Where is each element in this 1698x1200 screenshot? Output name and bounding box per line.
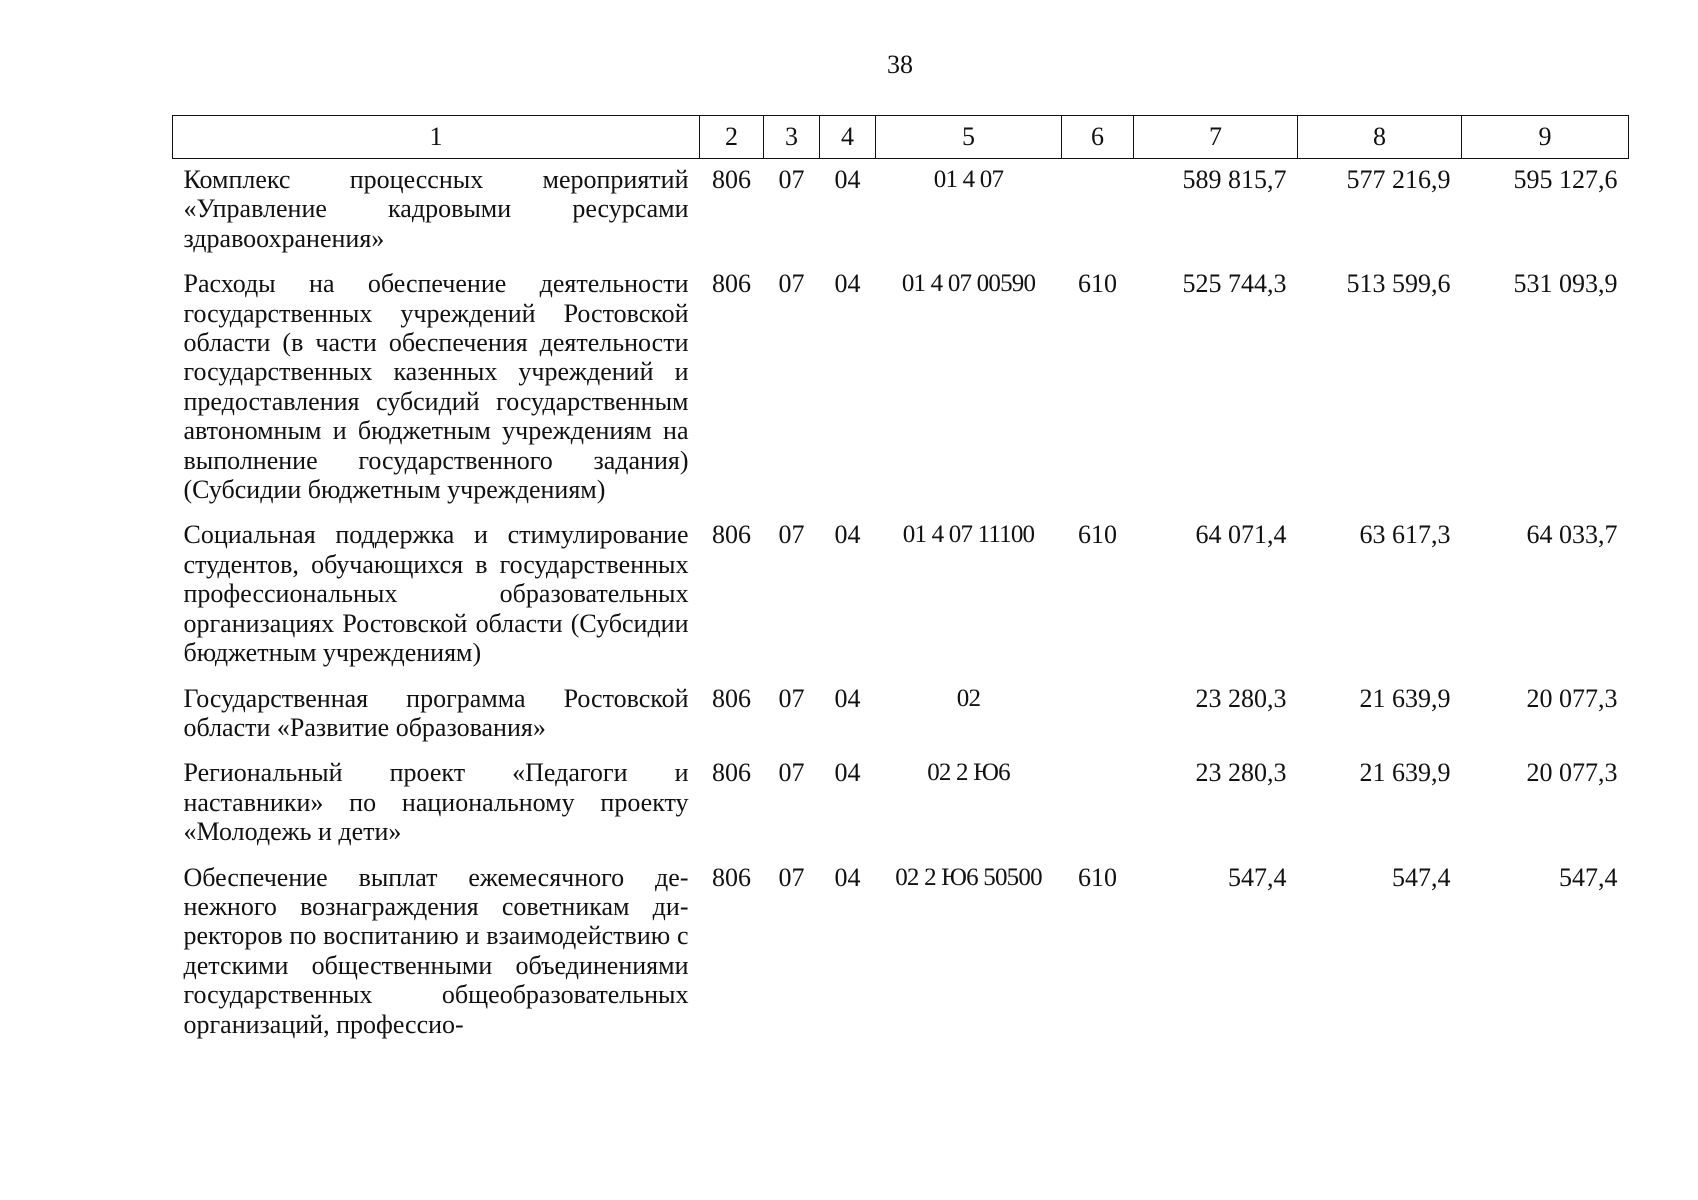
target-article-code: 01 4 07 11100 (902, 521, 1035, 549)
amount-col-7: 547,4 (1228, 862, 1287, 892)
ministry-code: 806 (712, 269, 751, 299)
amount-col-9: 64 033,7 (1526, 520, 1618, 550)
table-row (173, 676, 1629, 751)
section-code: 07 (778, 269, 805, 299)
amount-col-7: 64 071,4 (1195, 520, 1287, 550)
budget-table (172, 115, 1629, 1047)
table-header-row (173, 116, 1629, 159)
ministry-code: 806 (712, 165, 751, 194)
amount-col-7: 23 280,3 (1195, 758, 1287, 788)
section-code: 07 (778, 758, 805, 788)
item-name: Социальная поддержка и стимулирование студентов, обучающихся в государственных профессиональных образовательных организациях Ростовской области (Субсидии бюджетным учреждениям) (183, 520, 689, 668)
subsection-code: 04 (834, 862, 861, 892)
table-row (173, 261, 1629, 512)
amount-col-9: 595 127,6 (1513, 165, 1618, 194)
target-article-code: 02 2 Ю6 50500 (895, 863, 1042, 891)
column-header: 2 (700, 116, 764, 159)
section-code: 07 (778, 520, 805, 550)
subsection-code: 04 (834, 683, 861, 713)
subsection-code: 04 (834, 165, 861, 194)
amount-col-8: 513 599,6 (1346, 269, 1451, 299)
expense-type-code: 610 (1078, 269, 1117, 299)
amount-col-8: 21 639,9 (1359, 683, 1451, 713)
amount-col-8: 577 216,9 (1346, 165, 1451, 194)
item-name: Государственная программа Ростовской области «Развитие образования» (183, 683, 689, 742)
subsection-code: 04 (834, 758, 861, 788)
ministry-code: 806 (712, 520, 751, 550)
column-header: 9 (1462, 116, 1629, 159)
table-row (173, 750, 1629, 854)
target-article-code: 01 4 07 00590 (901, 270, 1036, 298)
table-row (173, 512, 1629, 675)
ministry-code: 806 (712, 758, 751, 788)
amount-col-7: 23 280,3 (1195, 683, 1287, 713)
amount-col-9: 531 093,9 (1513, 269, 1618, 299)
subsection-code: 04 (834, 269, 861, 299)
column-header: 6 (1062, 116, 1134, 159)
amount-col-9: 20 077,3 (1526, 758, 1618, 788)
target-article-code: 02 2 Ю6 (927, 759, 1010, 787)
column-header: 5 (876, 116, 1062, 159)
column-header: 8 (1298, 116, 1462, 159)
amount-col-8: 21 639,9 (1359, 758, 1451, 788)
amount-col-7: 589 815,7 (1182, 165, 1287, 194)
target-article-code: 01 4 07 (933, 166, 1004, 193)
column-header: 4 (820, 116, 876, 159)
column-header: 3 (764, 116, 820, 159)
expense-type-code (1062, 159, 1134, 262)
column-header: 7 (1134, 116, 1298, 159)
section-code: 07 (778, 165, 805, 194)
ministry-code: 806 (712, 683, 751, 713)
expense-type-code: 610 (1078, 862, 1117, 892)
table-row (173, 159, 1629, 262)
expense-type-code (1062, 750, 1134, 854)
page-number: 38 (887, 50, 913, 79)
item-name: Региональный проект «Педагоги и наставники» по национальному проекту «Молодежь и дети» (183, 758, 689, 847)
expense-type-code (1062, 676, 1134, 751)
item-name: Обеспечение выплат ежемесячного денежного вознаграждения советникам директоров по воспитанию и взаимодействию с детскими общественными объединениями государственных общеобразовательных организаций, профессио- (183, 862, 689, 1039)
item-name: Расходы на обеспечение деятельности государственных учреждений Ростовской области (в части обеспечения деятельности государственных казенных учреждений и предоставления субсидий государственным автономным и бюджетным учреждениям на выполнение государственного задания) (Субсидии бюджетным учреждениям) (183, 269, 689, 505)
amount-col-7: 525 744,3 (1182, 269, 1287, 299)
column-header: 1 (173, 116, 700, 159)
subsection-code: 04 (834, 520, 861, 550)
section-code: 07 (778, 683, 805, 713)
amount-col-9: 547,4 (1559, 862, 1618, 892)
amount-col-8: 63 617,3 (1359, 520, 1451, 550)
section-code: 07 (778, 862, 805, 892)
amount-col-8: 547,4 (1392, 862, 1451, 892)
amount-col-9: 20 077,3 (1526, 683, 1618, 713)
expense-type-code: 610 (1078, 520, 1117, 550)
target-article-code: 02 (956, 684, 981, 712)
table-row (173, 855, 1629, 1047)
ministry-code: 806 (712, 862, 751, 892)
item-name: Комплекс процессных мероприятий «Управление кадровыми ресурсами здравоохранения» (183, 165, 689, 253)
